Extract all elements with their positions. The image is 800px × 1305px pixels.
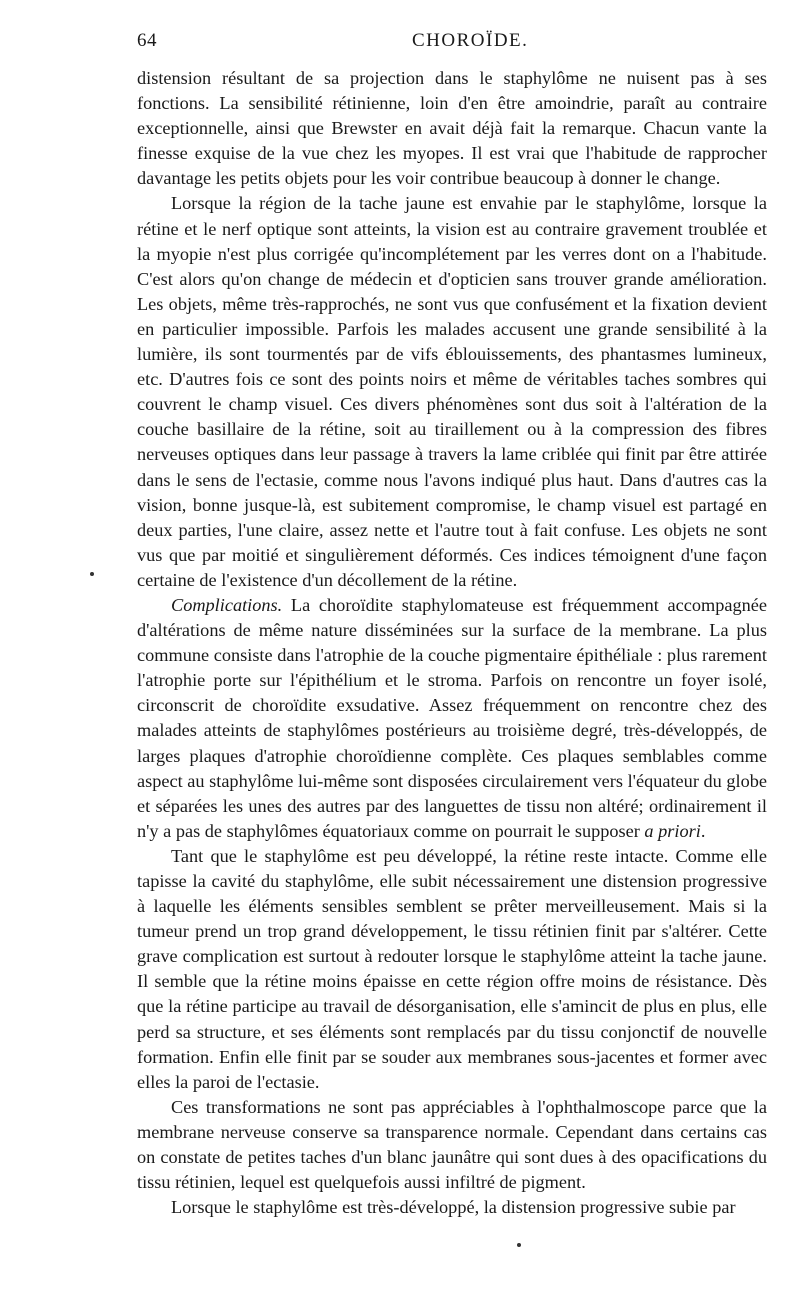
paragraph-macula-involvement: Lorsque la région de la tache jaune est envahie par le staphylôme, lorsque la rétine et le nerf optique sont atteints, la vision est au contraire gravement troublée et la myopie n'est plus corrigée qu'incomplétement par les verres dont on a l'habitude. C'est alors qu'on change de médecin et d'opticien sans trouver grande amélioration. Les objets, même très-rapprochés, ne sont vus que confusément et la fixation devient en particulier impossible. Parfois les malades accusent une grande sensibilité à la lumière, ils sont tourmentés par de vifs éblouissements, des phantasmes lumineux, etc. D'autres fois ce sont des points noirs et même de véritables taches sombres qui couvrent le champ visuel. Ces divers phénomènes sont dus soit à l'altération de la couche basillaire de la rétine, soit au tiraillement ou à la compression des fibres nerveuses optiques dans leur passage à travers la lame criblée qui finit par être attirée dans le sens de l'ectasie, comme nous l'avons indiqué plus haut. Dans d'autres cas la vision, bonne jusque-là, est subitement compromise, le champ visuel est partagé en deux parties, l'une claire, assez nette et l'autre tout à fait confuse. Les objets ne sont vus que par moitié et singulièrement déformés. Ces indices témoignent d'une façon certaine de l'existence d'un décollement de la rétine. bbox=[137, 193, 767, 590]
paragraph-continuation: distension résultant de sa projection dans le staphylôme ne nuisent pas à ses fonctions. La sensibilité rétinienne, loin d'en être amoindrie, paraît au contraire exceptionnelle, ainsi que Brewster en avait déjà fait la remarque. Chacun vante la finesse exquise de la vue chez les myopes. Il est vrai que l'habitude de rapprocher davantage les petits objets pour les voir contribue beaucoup à donner le change. bbox=[137, 68, 767, 189]
paragraph-ophthalmoscope: Ces transformations ne sont pas appréciables à l'ophthalmoscope parce que la membrane nerveuse conserve sa transparence normale. Cependant dans certains cas on constate de petites taches d'un blanc jaunâtre qui sont dues à des opacifications du tissu rétinien, lequel est quelquefois aussi infiltré de pigment. bbox=[137, 1096, 767, 1193]
footer-speck bbox=[517, 1243, 521, 1247]
paragraph-complications bbox=[137, 593, 767, 844]
margin-speck bbox=[90, 572, 94, 576]
complications-period: . bbox=[700, 820, 706, 841]
body-text bbox=[137, 66, 767, 1220]
paragraph-retina-distension: Tant que le staphylôme est peu développé, la rétine reste intacte. Comme elle tapisse la cavité du staphylôme, elle subit nécessairement une distension progressive à laquelle les éléments sensibles semblent se prêter merveilleusement. Mais si la tumeur prend un trop grand développement, le tissu rétinien finit par s'altérer. Cette grave complication est surtout à redouter lorsque le staphylôme atteint la tache jaune. Il semble que la rétine moins épaisse en cette région offre moins de résistance. Dès que la rétine participe au travail de désorganisation, elle s'amincit de plus en plus, elle perd sa structure, et ses éléments sont remplacés par du tissu conjonctif de nouvelle formation. Enfin elle finit par se souder aux membranes sous-jacentes et former avec elles la paroi de l'ectasie. bbox=[137, 845, 767, 1092]
section-lead-complications: Complications. bbox=[171, 594, 283, 615]
paragraph-final: Lorsque le staphylôme est très-développé, la distension progressive subie par bbox=[171, 1197, 736, 1218]
complications-text: La choroïdite staphylomateuse est fréquemment accompagnée d'altérations de même nature disséminées sur la surface de la membrane. La plus commune consiste dans l'atrophie de la couche pigmentaire épithéliale : plus rarement l'atrophie porte sur l'épithélium et le stroma. Parfois on rencontre un foyer isolé, circonscrit de choroïdite exsudative. Assez fréquemment on rencontre chez des malades atteints de staphylômes postérieurs au troisième degré, très-développés, de larges plaques d'atrophie choroïdienne complète. Ces plaques semblables comme aspect au staphylôme lui-même sont disposées circulairement vers l'équateur du globe et séparées les unes des autres par des languettes de tissu non altéré; ordinairement il n'y a pas de staphylômes équatoriaux comme on pourrait le supposer bbox=[137, 594, 767, 841]
running-title: CHOROÏDE. bbox=[412, 30, 529, 51]
running-header bbox=[137, 30, 767, 60]
page-number: 64 bbox=[137, 30, 157, 51]
a-priori-italic: a priori bbox=[644, 820, 701, 841]
